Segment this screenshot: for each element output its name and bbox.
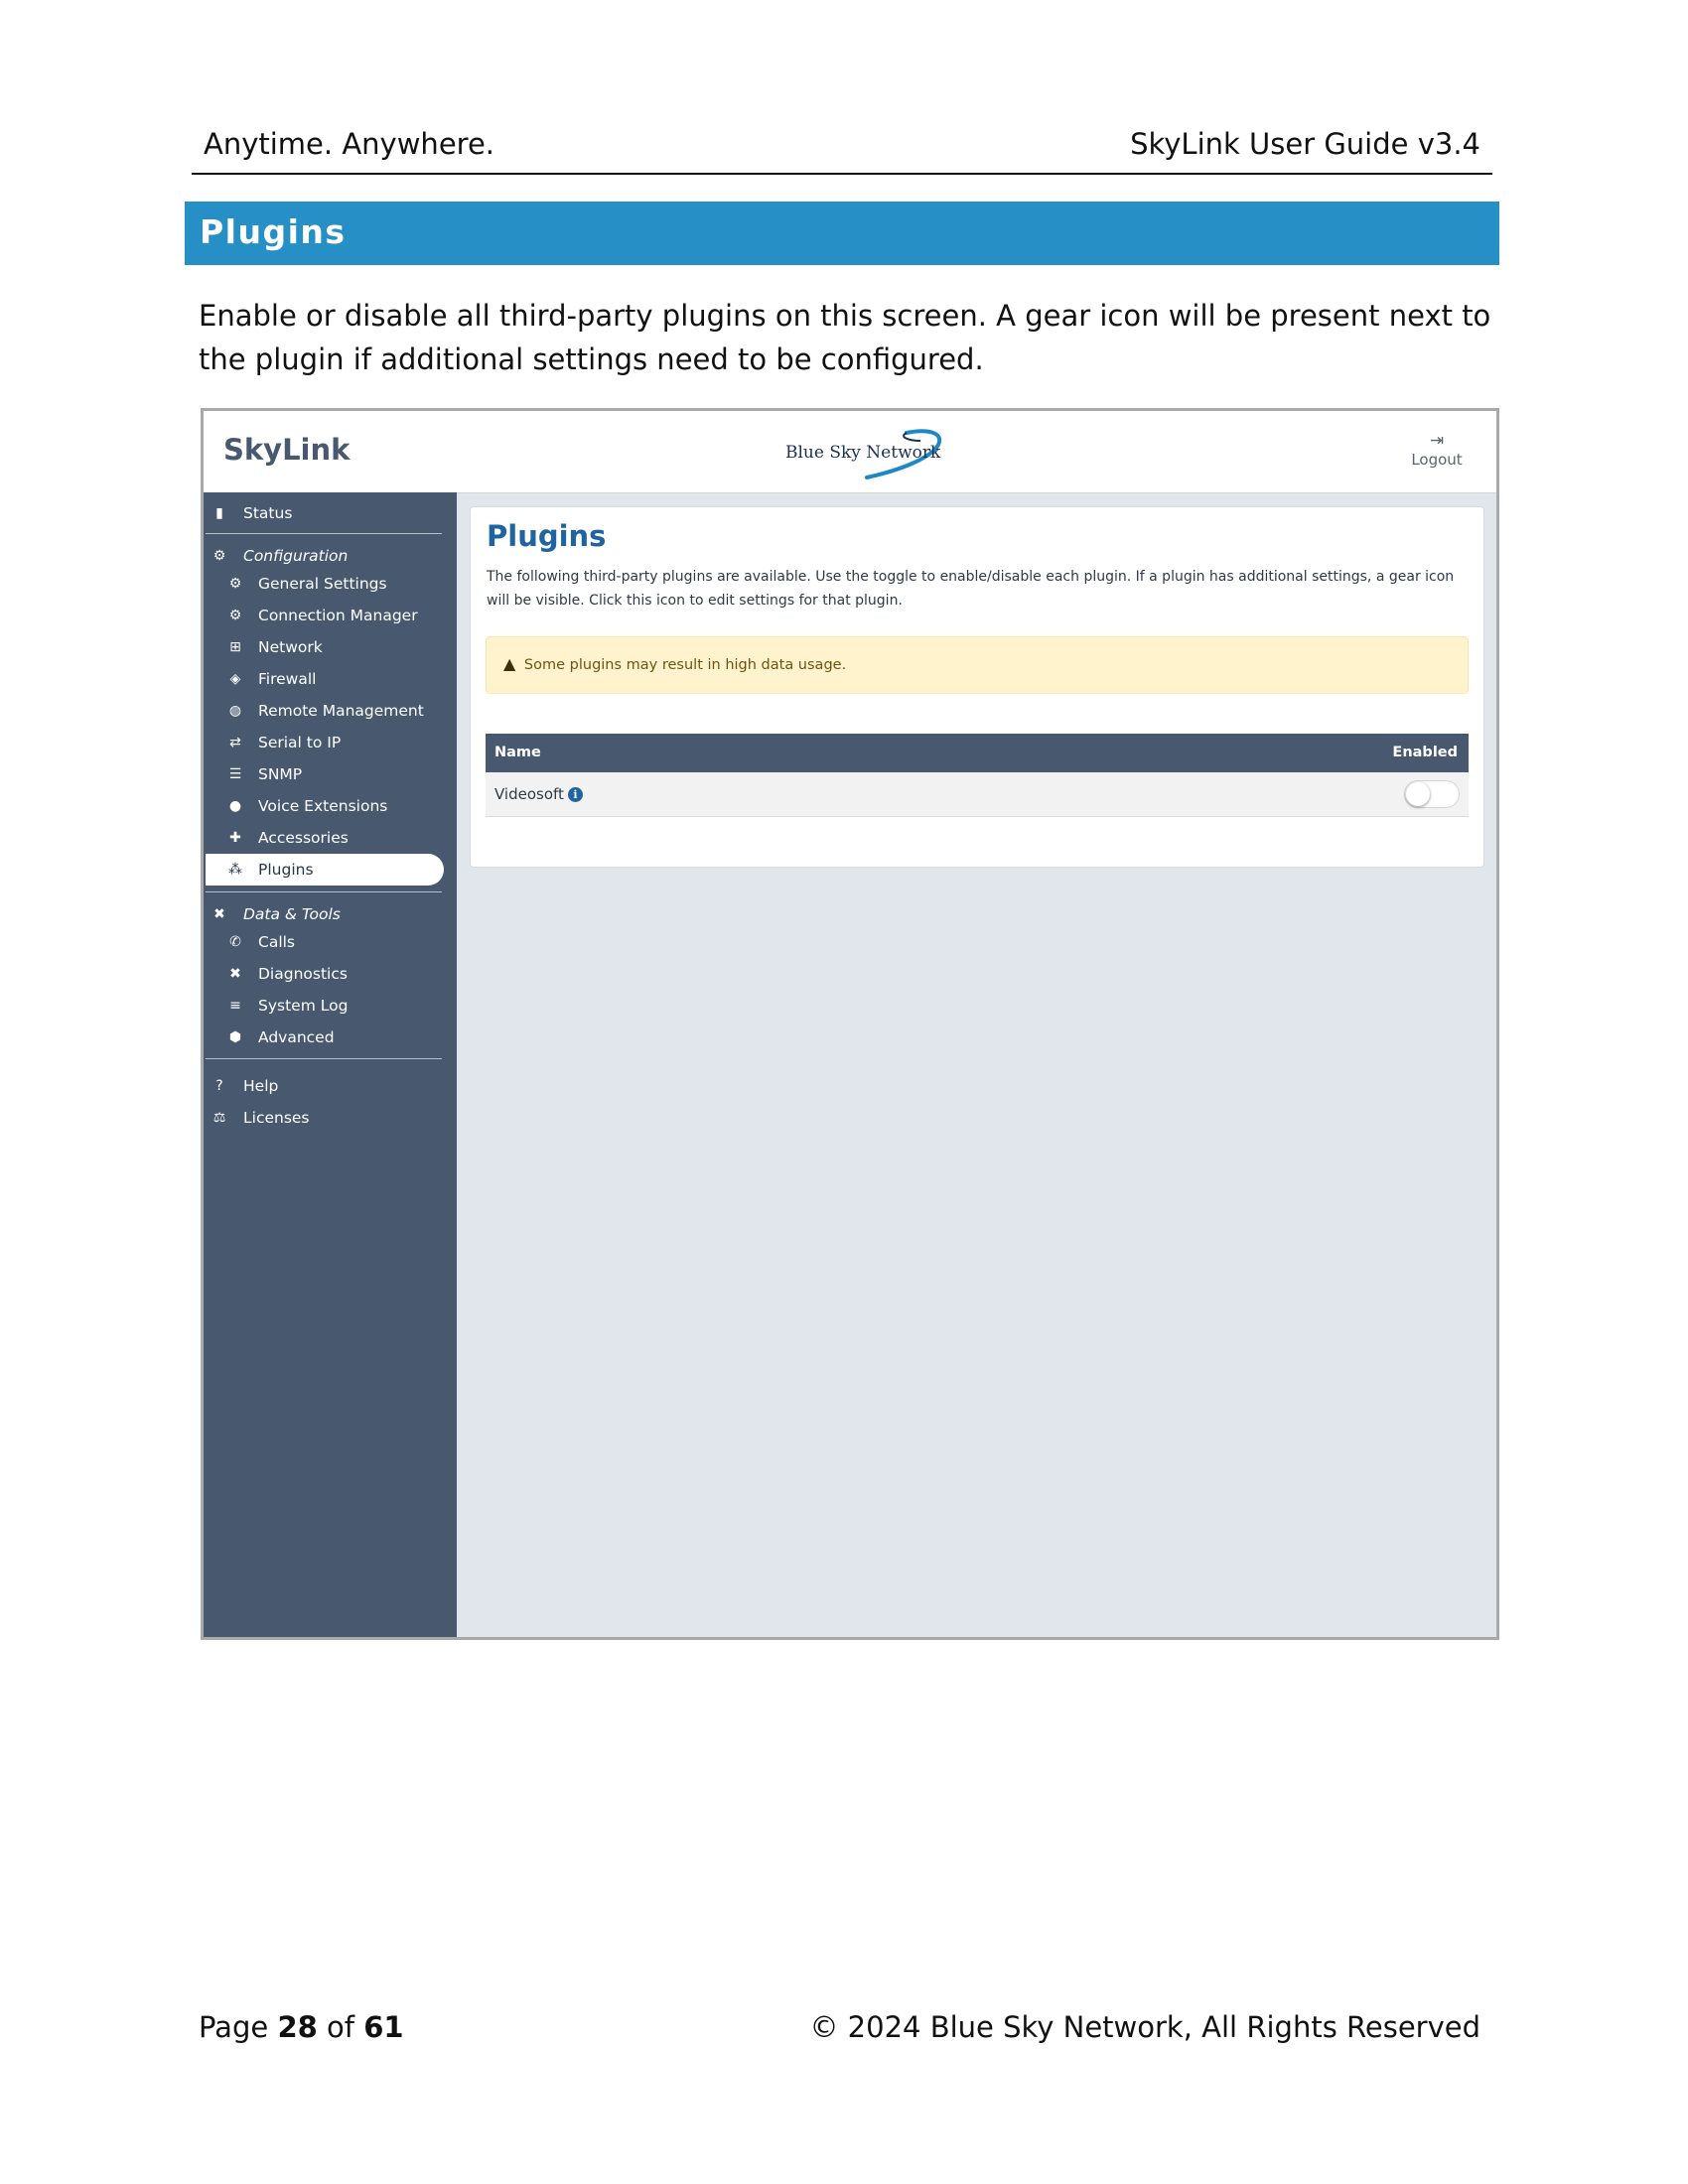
sidebar-item-label: General Settings bbox=[258, 575, 387, 593]
app-topbar bbox=[204, 411, 1496, 493]
sidebar-group-label: Data & Tools bbox=[243, 905, 341, 923]
sidebar-item-connection-manager[interactable] bbox=[223, 600, 436, 631]
cogs-icon: ⚙ bbox=[212, 548, 226, 564]
header-tagline: Anytime. Anywhere. bbox=[204, 127, 495, 161]
sidebar-item-advanced[interactable] bbox=[223, 1022, 436, 1053]
sidebar-item-label: Remote Management bbox=[258, 702, 424, 720]
sidebar-item-network[interactable] bbox=[223, 631, 436, 663]
cubes-icon: ⁂ bbox=[228, 862, 242, 878]
table-row bbox=[486, 772, 1469, 817]
sidebar-item-plugins[interactable] bbox=[206, 854, 444, 886]
sidebar-divider bbox=[206, 533, 442, 534]
network-icon: ⊞ bbox=[229, 639, 241, 655]
plugin-name-text: Videosoft bbox=[494, 785, 564, 803]
logout-label: Logout bbox=[1411, 451, 1463, 469]
sidebar-item-label: Firewall bbox=[258, 670, 317, 688]
app-brand: SkyLink bbox=[223, 433, 351, 467]
logout-button[interactable] bbox=[1402, 431, 1472, 469]
sidebar-item-firewall[interactable] bbox=[223, 663, 436, 695]
gear-icon: ⚙ bbox=[228, 608, 242, 623]
page-description: The following third-party plugins are available. Use the toggle to enable/disable each plugin. If a plugin has additional settings, a gear icon will be visible. Click this icon to edit settings for that plugin. bbox=[487, 569, 1455, 609]
sidebar-item-label: System Log bbox=[258, 997, 349, 1015]
sidebar-item-status[interactable] bbox=[208, 497, 436, 529]
sidebar-item-label: Network bbox=[258, 638, 323, 656]
page-number bbox=[199, 2010, 404, 2044]
section-intro: Enable or disable all third-party plugins on this screen. A gear icon will be present next to the plugin if additional settings need to be configured. bbox=[199, 299, 1491, 376]
sidebar-item-licenses[interactable] bbox=[208, 1102, 436, 1134]
column-header-enabled: Enabled bbox=[1392, 745, 1458, 760]
shield-icon: ◈ bbox=[229, 671, 241, 687]
sidebar-item-label: Help bbox=[243, 1077, 279, 1095]
sidebar-divider bbox=[206, 891, 442, 892]
sidebar-item-help[interactable] bbox=[208, 1070, 436, 1102]
sidebar-item-label: Advanced bbox=[258, 1028, 335, 1046]
column-header-name: Name bbox=[494, 745, 541, 760]
comment-icon: ● bbox=[228, 798, 242, 814]
sidebar-group-label: Configuration bbox=[243, 547, 349, 565]
sidebar-item-label: Calls bbox=[258, 933, 296, 951]
gear-icon: ⚙ bbox=[228, 576, 242, 592]
plugin-name bbox=[494, 785, 583, 803]
tools-icon: ✖ bbox=[213, 906, 225, 922]
logo-text: Blue Sky Network bbox=[785, 443, 941, 463]
plugin-enabled-toggle[interactable] bbox=[1404, 780, 1460, 808]
sidebar-item-label: Voice Extensions bbox=[258, 797, 388, 815]
sidebar-item-accessories[interactable] bbox=[223, 822, 436, 854]
sidebar-item-label: Connection Manager bbox=[258, 607, 418, 624]
sidebar-item-snmp[interactable] bbox=[223, 758, 436, 790]
sidebar-item-label: SNMP bbox=[258, 765, 303, 783]
table-header bbox=[486, 734, 1469, 772]
list-icon: ≡ bbox=[229, 998, 241, 1014]
toggle-knob bbox=[1406, 782, 1430, 806]
header-divider bbox=[192, 173, 1492, 175]
sidebar-item-label: Diagnostics bbox=[258, 965, 348, 983]
info-icon[interactable]: i bbox=[568, 787, 583, 802]
header-doc-title: SkyLink User Guide v3.4 bbox=[1130, 127, 1480, 161]
section-banner bbox=[185, 202, 1499, 265]
phone-icon: ✆ bbox=[229, 934, 241, 950]
sidebar-item-system-log[interactable] bbox=[223, 990, 436, 1022]
app-screenshot bbox=[201, 408, 1499, 1640]
question-icon: ? bbox=[215, 1078, 223, 1094]
page-prefix: Page bbox=[199, 2010, 269, 2044]
sidebar-item-label: Status bbox=[243, 504, 293, 522]
server-icon: ☰ bbox=[228, 766, 242, 782]
scale-icon: ⚖ bbox=[212, 1110, 226, 1126]
alert-text: Some plugins may result in high data usage. bbox=[523, 657, 847, 673]
sidebar bbox=[204, 492, 457, 1637]
logout-icon: ⇥ bbox=[1429, 431, 1445, 451]
sidebar-item-label: Plugins bbox=[258, 861, 314, 879]
plugins-card bbox=[470, 506, 1484, 868]
company-logo bbox=[760, 423, 978, 482]
sidebar-item-calls[interactable] bbox=[223, 926, 436, 958]
puzzle-icon: ✚ bbox=[229, 830, 241, 846]
section-title: Plugins bbox=[200, 212, 347, 251]
sidebar-item-serial-to-ip[interactable] bbox=[223, 727, 436, 758]
copyright: © 2024 Blue Sky Network, All Rights Reserved bbox=[809, 2010, 1480, 2044]
page-current: 28 bbox=[277, 2010, 318, 2044]
sidebar-item-remote-management[interactable] bbox=[223, 695, 436, 727]
sidebar-item-label: Licenses bbox=[243, 1109, 310, 1127]
sidebar-item-voice-extensions[interactable] bbox=[223, 790, 436, 822]
sidebar-divider bbox=[206, 1058, 442, 1059]
signal-icon: ▮ bbox=[215, 505, 223, 521]
sidebar-item-general-settings[interactable] bbox=[223, 568, 436, 600]
sidebar-item-diagnostics[interactable] bbox=[223, 958, 436, 990]
tools-icon: ✖ bbox=[229, 966, 241, 982]
globe-icon: ◍ bbox=[228, 703, 242, 719]
cog-icon: ⬢ bbox=[228, 1029, 242, 1045]
page-total: 61 bbox=[363, 2010, 404, 2044]
page-title: Plugins bbox=[487, 519, 607, 553]
arrows-icon: ⇄ bbox=[229, 735, 241, 751]
page-of: of bbox=[327, 2010, 354, 2044]
warning-icon: ▲ bbox=[503, 654, 516, 673]
sidebar-item-label: Serial to IP bbox=[258, 734, 342, 751]
sidebar-item-label: Accessories bbox=[258, 829, 349, 847]
data-usage-alert bbox=[486, 636, 1469, 694]
